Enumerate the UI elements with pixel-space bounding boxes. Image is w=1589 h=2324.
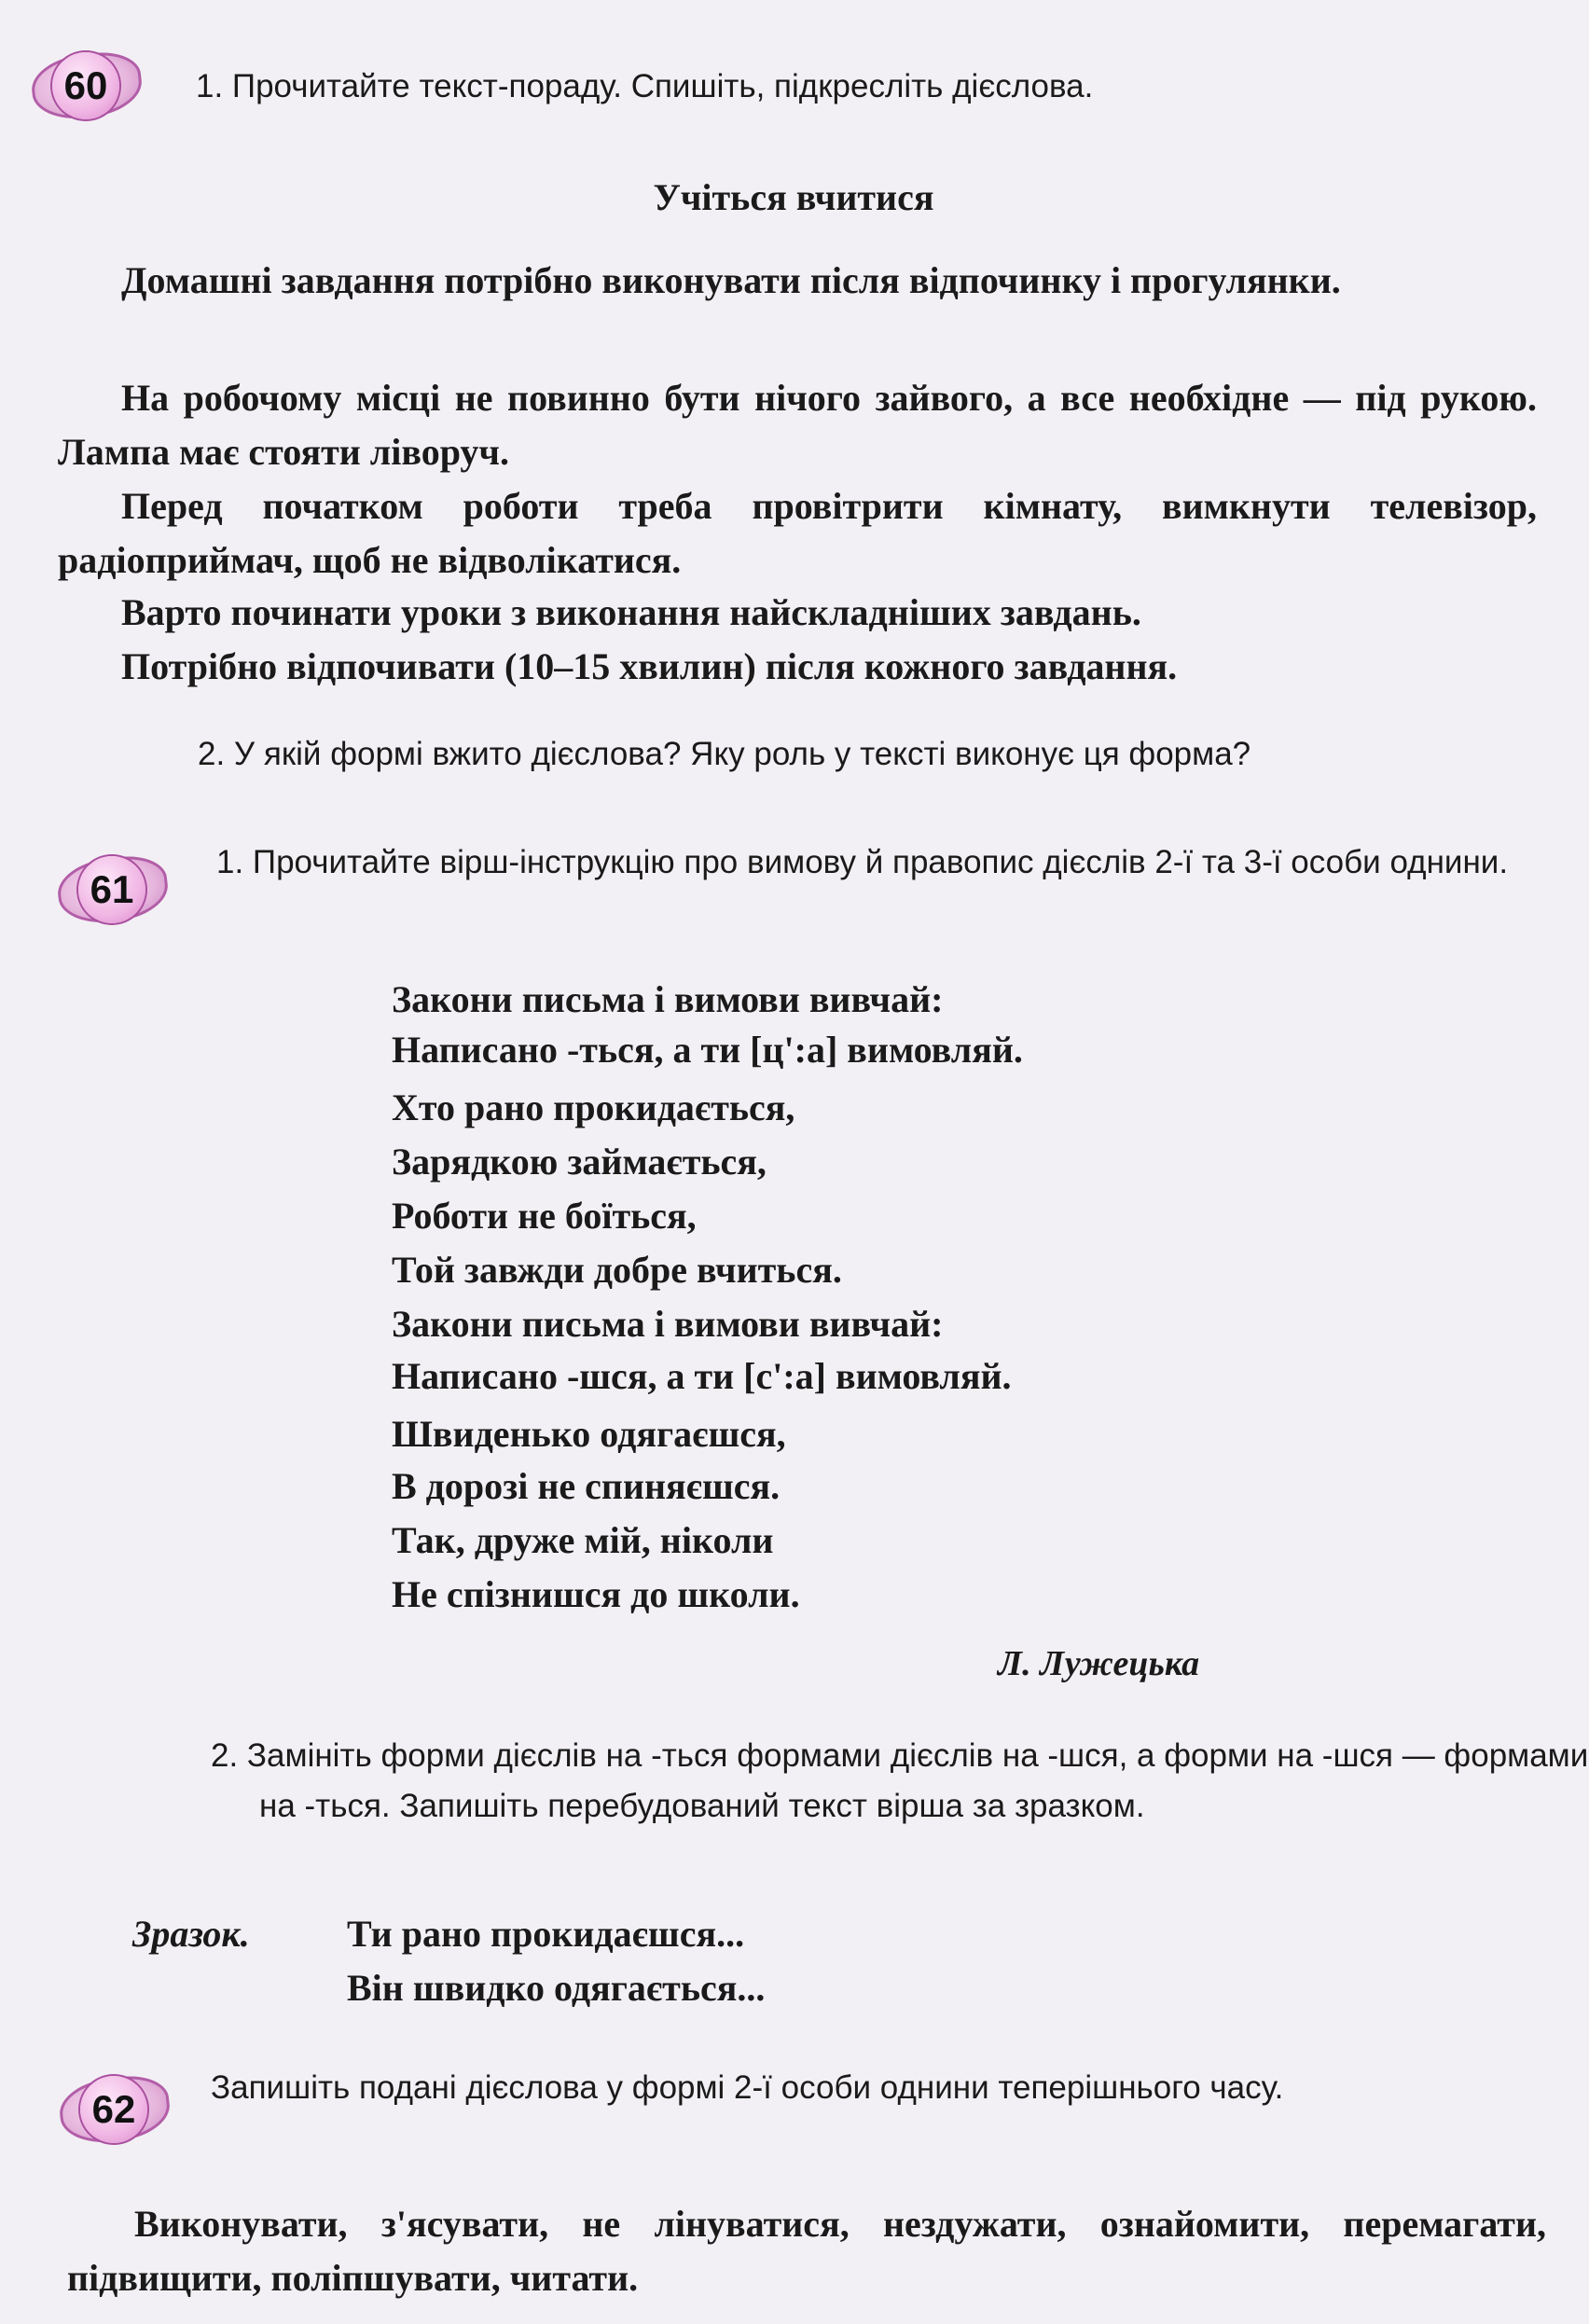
poem-line: Написано -шся, а ти [с':а] вимовляй.	[392, 1355, 1012, 1397]
exercise-61-task-2: 2. Замініть форми дієслів на -ться формами дієслів на -шся, а форми на -шся — формами на -ться. Запишіть перебудований текст вірша за зразком.	[211, 1737, 1589, 1824]
sample-line: Він швидко одягається...	[347, 1967, 766, 2009]
poem-line: Закони письма і вимови вивчай:	[392, 978, 944, 1020]
exercise-number: 60	[63, 63, 108, 107]
paragraph-3: Перед початком роботи треба провітрити кімнату, вимкнути телевізор, радіоприймач, щоб не відволікатися.	[58, 485, 1537, 581]
exercise-number: 61	[90, 867, 134, 911]
paragraph-2: На робочому місці не повинно бути нічого зайвого, а все необхідне — під рукою. Лампа має стояти ліворуч.	[58, 377, 1537, 473]
poem-line: Зарядкою займається,	[392, 1141, 767, 1183]
poem-line: Роботи не боїться,	[392, 1195, 697, 1237]
exercise-61-task-1: 1. Прочитайте вірш-інструкцію про вимову й правопис дієслів 2-ї та 3-ї особи однини.	[216, 844, 1509, 880]
verb-list: Виконувати, з'ясувати, не лінуватися, нездужати, ознайомити, перемагати, підвищити, поліпшувати, читати.	[67, 2203, 1546, 2299]
paragraph-4: Варто починати уроки з виконання найскладніших завдань.	[121, 591, 1141, 633]
poem-author: Л. Лужецька	[998, 1644, 1200, 1683]
poem-line: Швиденько одягаєшся,	[392, 1413, 786, 1455]
poem-line: Не спізнишся до школи.	[392, 1573, 800, 1615]
sample-label: Зразок.	[132, 1913, 250, 1955]
paragraph-5: Потрібно відпочивати (10–15 хвилин) після кожного завдання.	[121, 645, 1178, 687]
exercise-number: 62	[91, 2087, 136, 2131]
sample-line: Ти рано прокидаєшся...	[347, 1913, 745, 1955]
exercise-60-task-2: 2. У якій формі вжито дієслова? Яку роль у тексті виконує ця форма?	[198, 736, 1251, 772]
poem-line: Так, друже мій, ніколи	[392, 1519, 774, 1561]
exercise-60-task-1: 1. Прочитайте текст-пораду. Спишіть, підкресліть дієслова.	[196, 68, 1094, 104]
poem-line: Хто рано прокидається,	[392, 1086, 795, 1128]
poem-line: Написано -ться, а ти [ц':а] вимовляй.	[392, 1029, 1023, 1071]
exercise-62-badge	[60, 2072, 170, 2147]
exercise-61-badge	[58, 852, 168, 927]
text-title: Учіться вчитися	[653, 176, 934, 218]
poem-line: Закони письма і вимови вивчай:	[392, 1303, 944, 1345]
paragraph-1: Домашні завдання потрібно виконувати після відпочинку і прогулянки.	[121, 259, 1341, 301]
exercise-62-task: Запишіть подані дієслова у формі 2-ї особи однини теперішнього часу.	[211, 2069, 1284, 2106]
poem-line: В дорозі не спиняєшся.	[392, 1465, 781, 1507]
poem-line: Той завжди добре вчиться.	[392, 1249, 842, 1291]
exercise-60-badge	[32, 48, 142, 123]
